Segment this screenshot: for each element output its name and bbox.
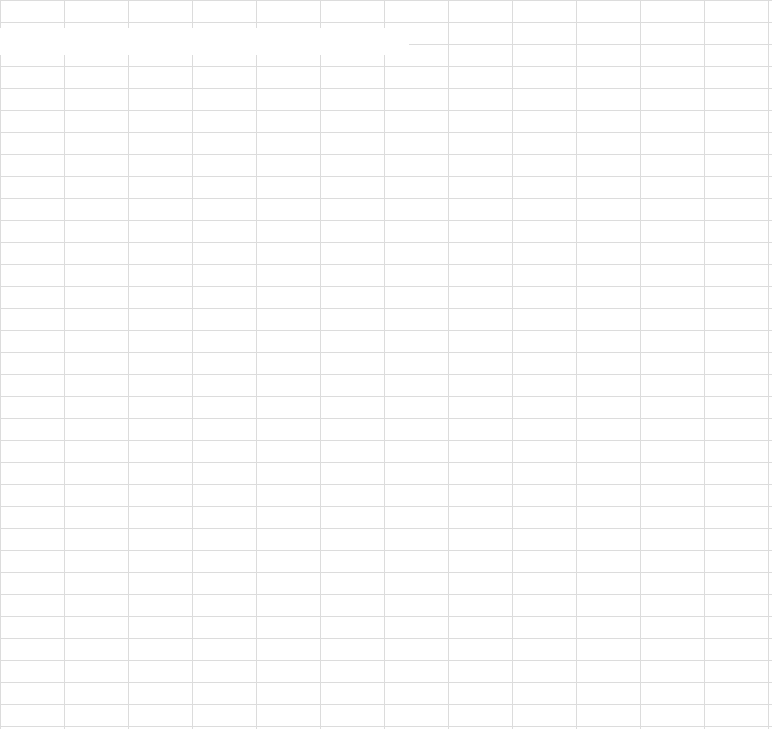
entry-table [0,28,409,55]
